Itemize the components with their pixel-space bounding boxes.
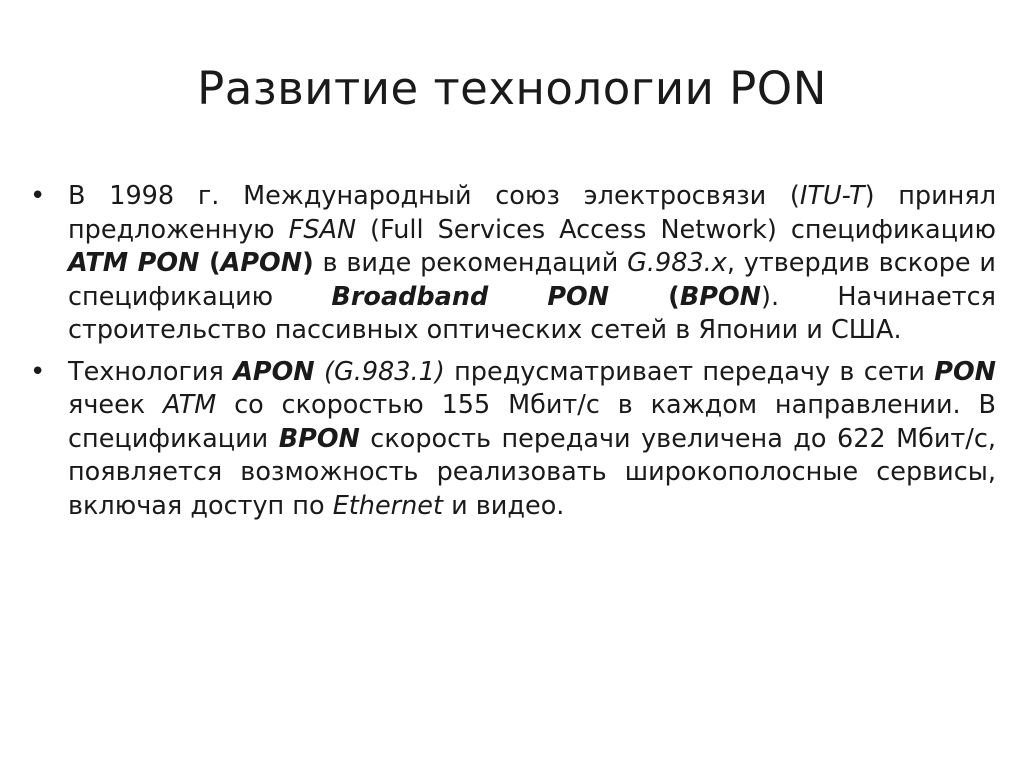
text-segment: ( [609, 281, 680, 312]
text-segment: (Full Services Access Network) спецификацию [356, 214, 996, 245]
text-segment: APON [220, 248, 303, 278]
text-segment: APON [233, 356, 315, 387]
text-segment: ) принял предложенную [68, 181, 996, 245]
text-segment: предусматривает передачу в сети [444, 356, 935, 387]
text-segment: ATM PON [68, 248, 200, 278]
text-segment: (G.983.1) [324, 356, 445, 387]
text-segment: BPON [679, 281, 761, 312]
text-segment: ячеек [68, 390, 164, 420]
text-segment: ) [760, 281, 771, 312]
text-segment: ( [199, 248, 221, 278]
text-segment: Ethernet [332, 490, 443, 521]
text-segment: Broadband PON [331, 281, 610, 312]
text-segment: ITU-T [799, 181, 865, 211]
text-segment: и видео. [442, 490, 565, 521]
text-segment: . Начинается строительство пассивных оптических сетей в Японии и США. [68, 281, 996, 345]
slide-title: Развитие технологии PON [197, 62, 827, 115]
text-segment [315, 357, 324, 387]
text-segment: PON [934, 356, 996, 387]
text-segment: G.983.x [627, 248, 727, 278]
text-segment: BPON [278, 423, 360, 454]
text-segment: в виде рекомендаций [313, 248, 628, 278]
text-segment: Технология [68, 356, 234, 387]
text-segment: ATM [163, 390, 217, 420]
bullet-item [30, 356, 996, 524]
text-segment: , утвердив вскоре и спецификацию [68, 248, 996, 312]
bullet-item [30, 180, 996, 348]
bullet-list [30, 180, 996, 531]
text-segment: В 1998 г. Международный союз электросвязи ( [68, 181, 800, 211]
text-segment: ) [302, 248, 314, 278]
text-segment: FSAN [288, 214, 357, 245]
text-segment: со скоростью 155 Мбит/с в каждом направлении. В спецификации [68, 390, 996, 454]
text-segment: скорость передачи увеличена до 622 Мбит/с, появляется возможность реализовать широкополосные сервисы, включая доступ по [68, 423, 996, 521]
